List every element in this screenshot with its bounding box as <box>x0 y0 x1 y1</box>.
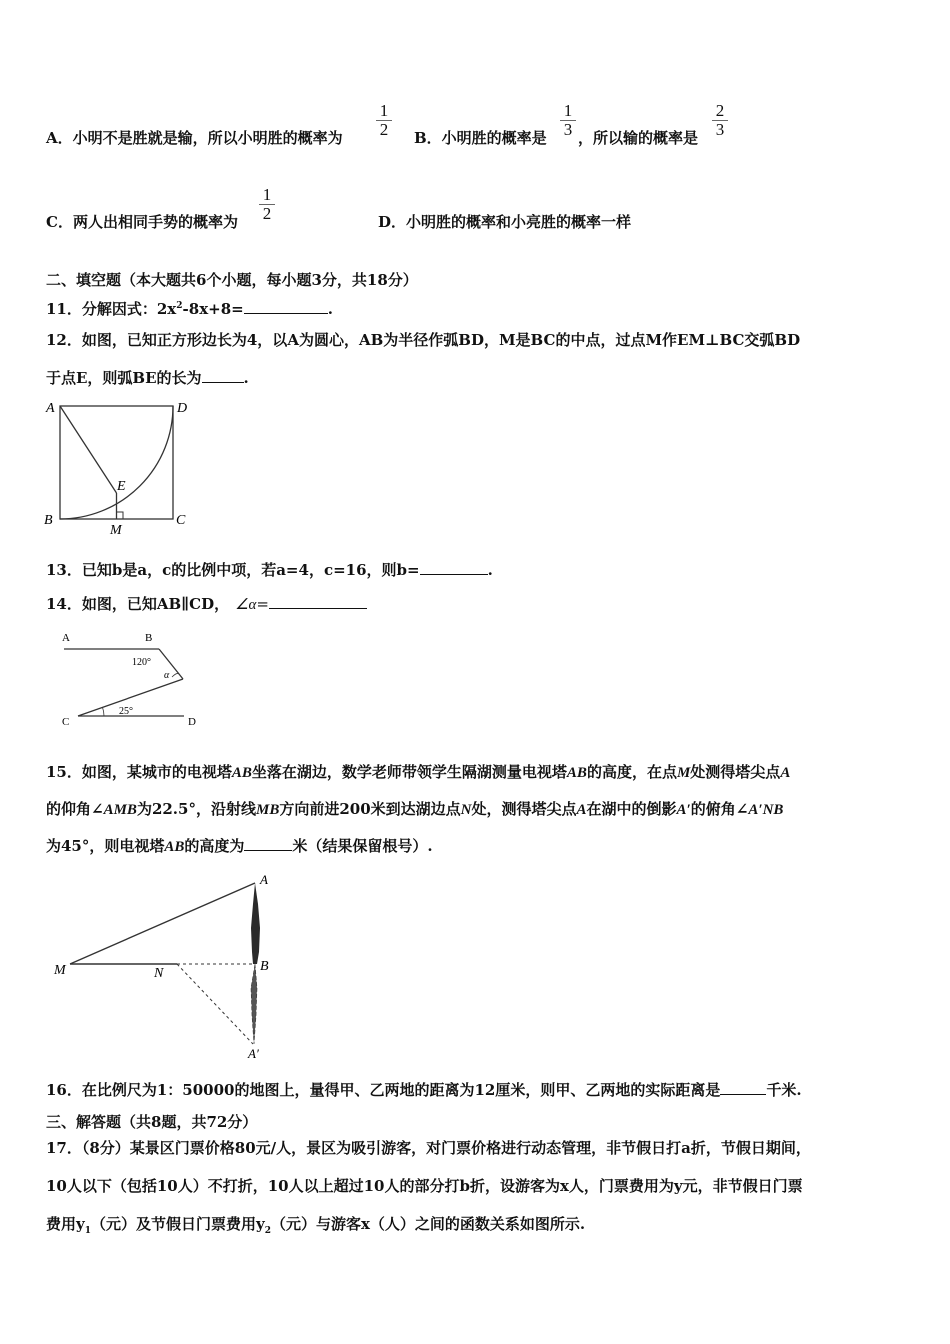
line-ma <box>70 883 255 964</box>
fraction-denominator: 2 <box>379 120 389 139</box>
fraction-denominator: 3 <box>563 120 573 139</box>
angle-arc-25 <box>103 707 105 716</box>
label-alpha: α <box>164 670 170 681</box>
q15-var: AB <box>231 765 252 781</box>
fraction-numerator: 2 <box>712 102 728 121</box>
q15-var: A <box>576 802 587 818</box>
q15-line-3 <box>46 836 433 857</box>
section-2-title: 二、填空题（本大题共6个小题，每小题3分，共18分） <box>46 271 418 289</box>
q12-line-2-text: 于点E，则弧BE的长为 <box>46 369 202 387</box>
q15-var: A′ <box>676 802 691 818</box>
q10-option-a-fraction <box>376 102 392 139</box>
tower <box>251 883 260 964</box>
q15-text: 处，测得塔尖点 <box>471 800 577 818</box>
q14-answer-blank <box>269 594 367 609</box>
q10-option-a <box>46 128 343 148</box>
q15-answer-blank <box>244 836 292 851</box>
q11-end: . <box>327 300 333 318</box>
q14-figure <box>56 626 216 734</box>
label-a: A <box>46 401 55 416</box>
q15-var: AB <box>566 765 587 781</box>
q12-end: . <box>243 369 249 387</box>
q10-option-b-mid <box>578 128 698 148</box>
q15-var: A′NB <box>748 802 784 818</box>
q15-text: 米（结果保留根号）. <box>292 837 433 855</box>
q14-eq: = <box>256 595 269 613</box>
q10-option-b-fraction-2 <box>712 102 728 139</box>
q15-var: AMB <box>103 802 137 818</box>
q17-line-1: 17．（8分）某景区门票价格80元/人，景区为吸引游客，对门票价格进行动态管理，非节假日打a折，节假日期间， <box>46 1139 811 1157</box>
label-d: D <box>188 716 196 728</box>
label-a-prime: A′ <box>248 1046 259 1061</box>
q17-subscript: 2 <box>264 1226 271 1236</box>
label-120: 120° <box>132 657 151 668</box>
q15-text: 为45°，则电视塔 <box>46 837 165 855</box>
q14-text: 14．如图，已知AB∥CD， <box>46 595 230 613</box>
section-3-title: 三、解答题（共8题，共72分） <box>46 1113 258 1131</box>
label-25: 25° <box>119 706 133 717</box>
q11-answer-blank <box>244 299 328 314</box>
q14-angle-alpha: ∠α <box>235 597 257 613</box>
label-m: M <box>110 523 122 538</box>
q16-text: 16．在比例尺为1：50000的地图上，量得甲、乙两地的距离为12厘米，则甲、乙两地的实际距离是 <box>46 1081 721 1099</box>
q15-line-1 <box>46 762 790 783</box>
q15-text: 的俯角∠ <box>690 800 749 818</box>
q15-text: 处测得塔尖点 <box>690 763 781 781</box>
label-m: M <box>54 963 66 978</box>
q11 <box>46 296 333 319</box>
label-b: B <box>260 959 269 974</box>
fraction-numerator: 1 <box>259 186 275 205</box>
dashed-na-prime <box>177 964 253 1044</box>
q17-text: （元）与游客x（人）之间的函数关系如图所示. <box>270 1215 586 1233</box>
q15-var: A <box>780 765 791 781</box>
q10-option-d-text: D．小明胜的概率和小亮胜的概率一样 <box>378 213 632 231</box>
q15-var: AB <box>164 839 185 855</box>
q17-subscript: 1 <box>84 1226 91 1236</box>
q15-var: N <box>460 802 472 818</box>
q15-text: 的高度为 <box>184 837 245 855</box>
q17-line-3 <box>46 1214 585 1241</box>
q14 <box>46 594 367 615</box>
q15-text: 的高度，在点 <box>586 763 677 781</box>
label-c: C <box>176 513 186 528</box>
q16-text-end: 千米. <box>766 1081 802 1099</box>
segment-b-vertex <box>159 649 183 679</box>
fraction-denominator: 2 <box>262 204 272 223</box>
q16-answer-blank <box>720 1080 766 1095</box>
q16 <box>46 1080 802 1100</box>
label-b: B <box>145 632 153 644</box>
fraction-numerator: 1 <box>376 102 392 121</box>
q12-line-2 <box>46 368 249 388</box>
q13 <box>46 560 493 580</box>
q10-option-b-fraction-1 <box>560 102 576 139</box>
q10-option-b-pre <box>414 128 547 148</box>
label-a: A <box>260 872 268 887</box>
label-n: N <box>154 966 164 981</box>
q11-exponent: 2 <box>176 301 183 311</box>
q17-line-2: 10人以下（包括10人）不打折，10人以上超过10人的部分打b折，设游客为x人，门票费用为y元，非节假日门票 <box>46 1177 803 1195</box>
q10-option-c-text: C．两人出相同手势的概率为 <box>46 213 238 231</box>
q15-text: 为22.5°，沿射线 <box>136 800 256 818</box>
fraction-numerator: 1 <box>560 102 576 121</box>
q10-option-b-mid-text: ，所以输的概率是 <box>578 129 699 147</box>
q15-text: 坐落在湖边，数学老师带领学生隔湖测量电视塔 <box>251 763 567 781</box>
label-d: D <box>177 401 188 416</box>
label-b: B <box>44 513 53 528</box>
q13-text: 13．已知b是a，c的比例中项，若a=4，c=16，则b= <box>46 561 420 579</box>
q11-text-post: -8x+8= <box>182 300 244 318</box>
label-a: A <box>62 632 70 644</box>
q15-text: 15．如图，某城市的电视塔 <box>46 763 232 781</box>
q10-option-c <box>46 212 238 232</box>
q10-option-d <box>378 212 631 232</box>
q15-text: 方向前进200米到达湖边点 <box>279 800 461 818</box>
label-e: E <box>117 479 126 494</box>
right-angle-mark <box>117 512 124 519</box>
q15-text: 在湖中的倒影 <box>586 800 677 818</box>
q11-text-pre: 11．分解因式：2x <box>46 300 177 318</box>
q17-text: （元）及节假日门票费用y <box>90 1215 265 1233</box>
q13-end: . <box>487 561 493 579</box>
q15-var: M <box>676 765 691 781</box>
tower-reflection <box>251 964 257 1044</box>
q13-answer-blank <box>420 560 488 575</box>
label-c: C <box>62 716 70 728</box>
q15-line-2 <box>46 799 783 820</box>
angle-arc-alpha <box>172 673 179 677</box>
q10-option-b-text: B．小明胜的概率是 <box>414 129 547 147</box>
q10-option-a-text: A．小明不是胜就是输，所以小明胜的概率为 <box>46 129 343 147</box>
q12-answer-blank <box>202 368 244 383</box>
q15-figure <box>44 868 284 1064</box>
segment-ae <box>60 406 117 493</box>
q12-line-1: 12．如图，已知正方形边长为4，以A为圆心，AB为半径作弧BD，M是BC的中点，过点M作EM⊥BC交弧BD <box>46 331 801 349</box>
fraction-denominator: 3 <box>715 120 725 139</box>
q17-text: 费用y <box>46 1215 85 1233</box>
q15-var: MB <box>255 802 280 818</box>
q15-text: 的仰角∠ <box>46 800 104 818</box>
q10-option-c-fraction <box>259 186 275 223</box>
q12-figure <box>40 394 200 540</box>
